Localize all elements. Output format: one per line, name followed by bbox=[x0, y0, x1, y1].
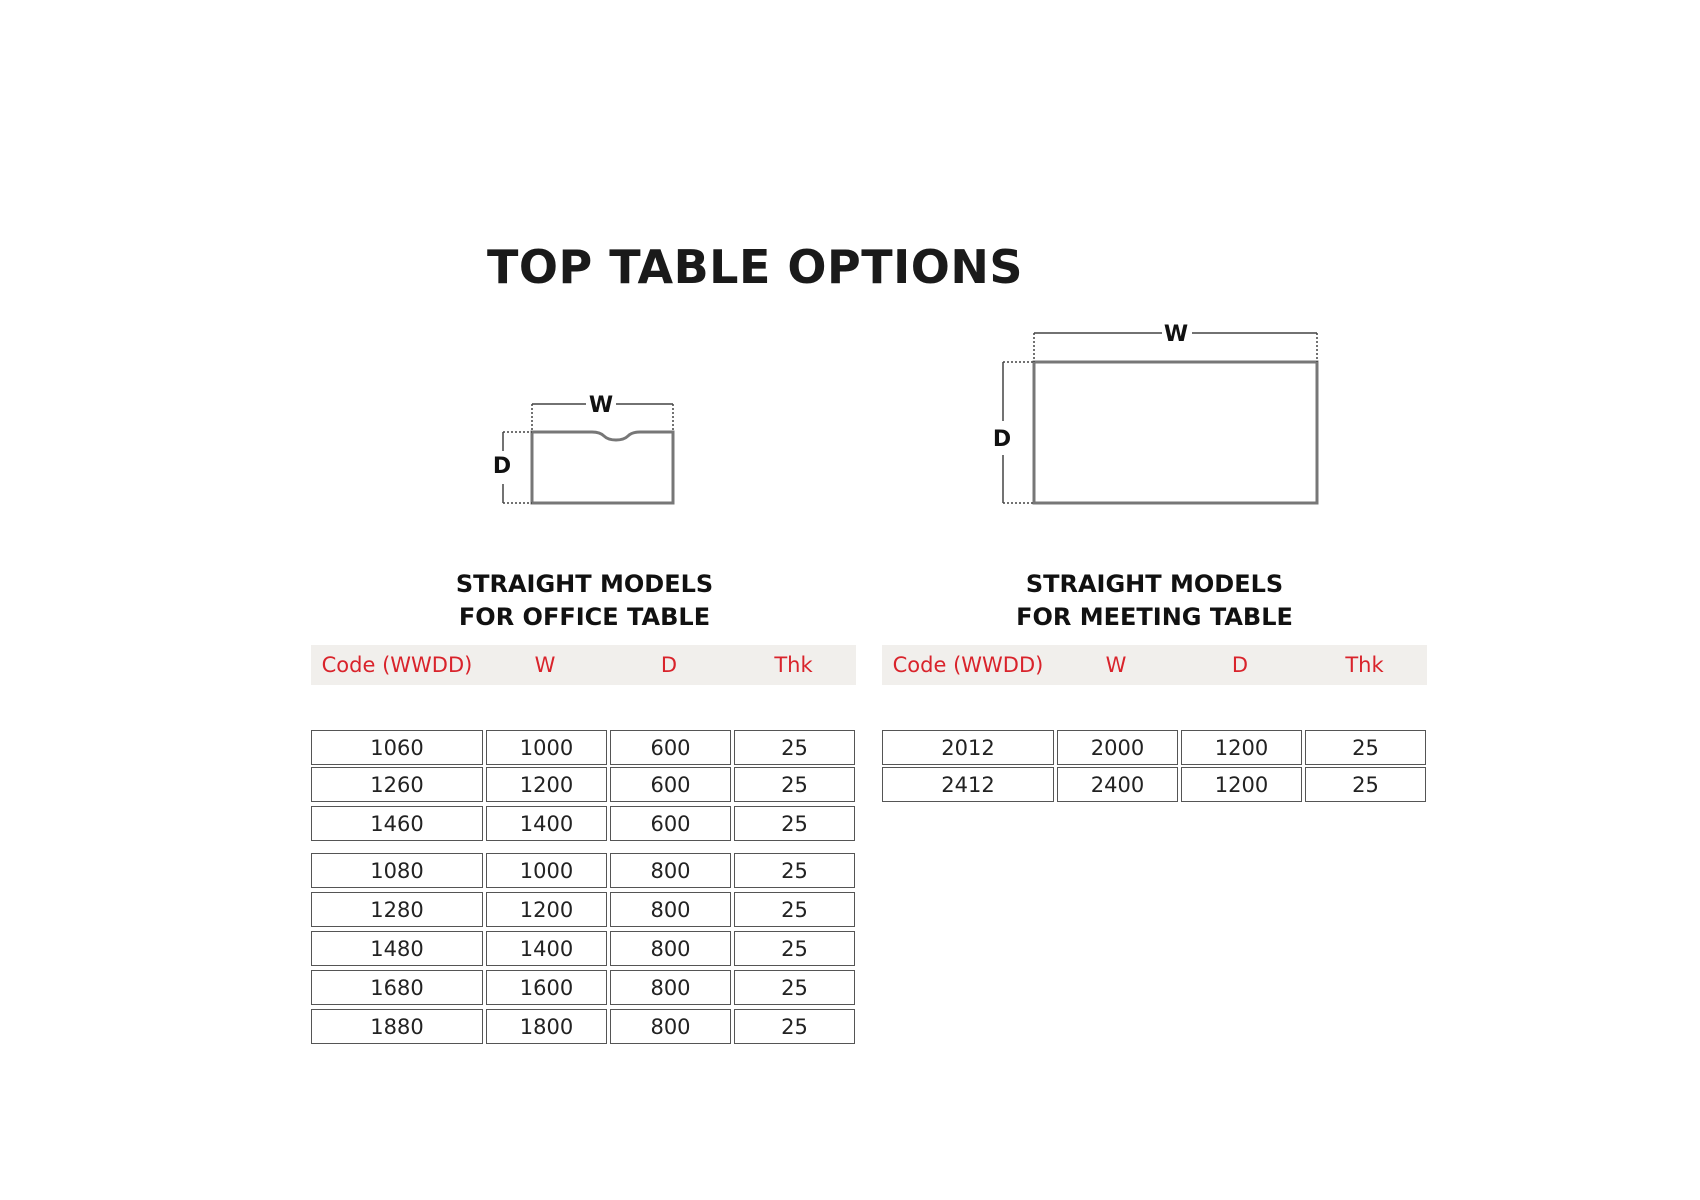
table-cell: 1260 bbox=[311, 767, 483, 802]
table-cell: 800 bbox=[610, 1009, 731, 1044]
table-cell: 600 bbox=[610, 767, 731, 802]
table-cell: 2400 bbox=[1057, 767, 1178, 802]
header-code: Code (WWDD) bbox=[321, 653, 473, 677]
office-title-line1: STRAIGHT MODELS bbox=[455, 570, 714, 598]
meeting-table-diagram bbox=[993, 322, 1317, 503]
table-cell: 800 bbox=[610, 931, 731, 966]
table-cell: 2012 bbox=[882, 730, 1054, 765]
table-cell: 25 bbox=[734, 767, 855, 802]
header-w: W bbox=[1105, 653, 1127, 677]
office-title-line2: FOR OFFICE TABLE bbox=[458, 603, 711, 631]
header-thk: Thk bbox=[774, 653, 813, 677]
table-cell: 25 bbox=[734, 892, 855, 927]
header-d: D bbox=[660, 653, 678, 677]
table-cell: 25 bbox=[734, 970, 855, 1005]
table-row bbox=[311, 806, 856, 841]
meeting-title-line2: FOR MEETING TABLE bbox=[1016, 603, 1293, 631]
header-w: W bbox=[534, 653, 556, 677]
header-code: Code (WWDD) bbox=[892, 653, 1044, 677]
office-table bbox=[311, 645, 856, 1039]
table-cell: 1200 bbox=[1181, 730, 1302, 765]
table-cell: 1200 bbox=[486, 767, 607, 802]
table-cell: 25 bbox=[734, 853, 855, 888]
meeting-width-label: W bbox=[1163, 322, 1189, 347]
table-row bbox=[882, 730, 1427, 765]
office-table-outline bbox=[532, 432, 673, 503]
table-cell: 2412 bbox=[882, 767, 1054, 802]
table-cell: 1880 bbox=[311, 1009, 483, 1044]
table-cell: 1080 bbox=[311, 853, 483, 888]
table-cell: 1280 bbox=[311, 892, 483, 927]
table-cell: 1480 bbox=[311, 931, 483, 966]
office-width-label: W bbox=[588, 393, 614, 418]
page-title: TOP TABLE OPTIONS bbox=[487, 240, 1023, 294]
table-row bbox=[311, 931, 856, 966]
table-cell: 25 bbox=[1305, 767, 1426, 802]
office-table-header bbox=[311, 645, 856, 685]
meeting-table-outline bbox=[1034, 362, 1317, 503]
table-row bbox=[311, 1009, 856, 1044]
office-section-title bbox=[402, 568, 767, 634]
meeting-title-line1: STRAIGHT MODELS bbox=[1025, 570, 1284, 598]
table-cell: 1000 bbox=[486, 730, 607, 765]
table-cell: 1400 bbox=[486, 931, 607, 966]
table-cell: 25 bbox=[734, 1009, 855, 1044]
table-cell: 2000 bbox=[1057, 730, 1178, 765]
table-cell: 1060 bbox=[311, 730, 483, 765]
table-cell: 25 bbox=[734, 806, 855, 841]
table-cell: 800 bbox=[610, 892, 731, 927]
meeting-depth-label: D bbox=[992, 427, 1012, 452]
table-cell: 1000 bbox=[486, 853, 607, 888]
table-cell: 25 bbox=[734, 931, 855, 966]
table-cell: 1460 bbox=[311, 806, 483, 841]
header-d: D bbox=[1231, 653, 1249, 677]
table-row bbox=[311, 730, 856, 765]
meeting-section-title bbox=[972, 568, 1337, 634]
table-cell: 800 bbox=[610, 853, 731, 888]
table-cell: 600 bbox=[610, 806, 731, 841]
table-cell: 800 bbox=[610, 970, 731, 1005]
table-row bbox=[311, 970, 856, 1005]
table-cell: 1200 bbox=[486, 892, 607, 927]
table-cell: 1800 bbox=[486, 1009, 607, 1044]
table-cell: 600 bbox=[610, 730, 731, 765]
table-row bbox=[311, 767, 856, 802]
table-row bbox=[311, 892, 856, 927]
table-row bbox=[311, 853, 856, 888]
table-cell: 1600 bbox=[486, 970, 607, 1005]
meeting-table bbox=[882, 645, 1427, 797]
office-depth-label: D bbox=[492, 454, 512, 479]
table-cell: 1680 bbox=[311, 970, 483, 1005]
table-cell: 25 bbox=[1305, 730, 1426, 765]
table-cell: 1400 bbox=[486, 806, 607, 841]
table-row bbox=[882, 767, 1427, 802]
office-table-diagram bbox=[493, 393, 673, 503]
meeting-table-header bbox=[882, 645, 1427, 685]
header-thk: Thk bbox=[1345, 653, 1384, 677]
table-cell: 25 bbox=[734, 730, 855, 765]
table-cell: 1200 bbox=[1181, 767, 1302, 802]
